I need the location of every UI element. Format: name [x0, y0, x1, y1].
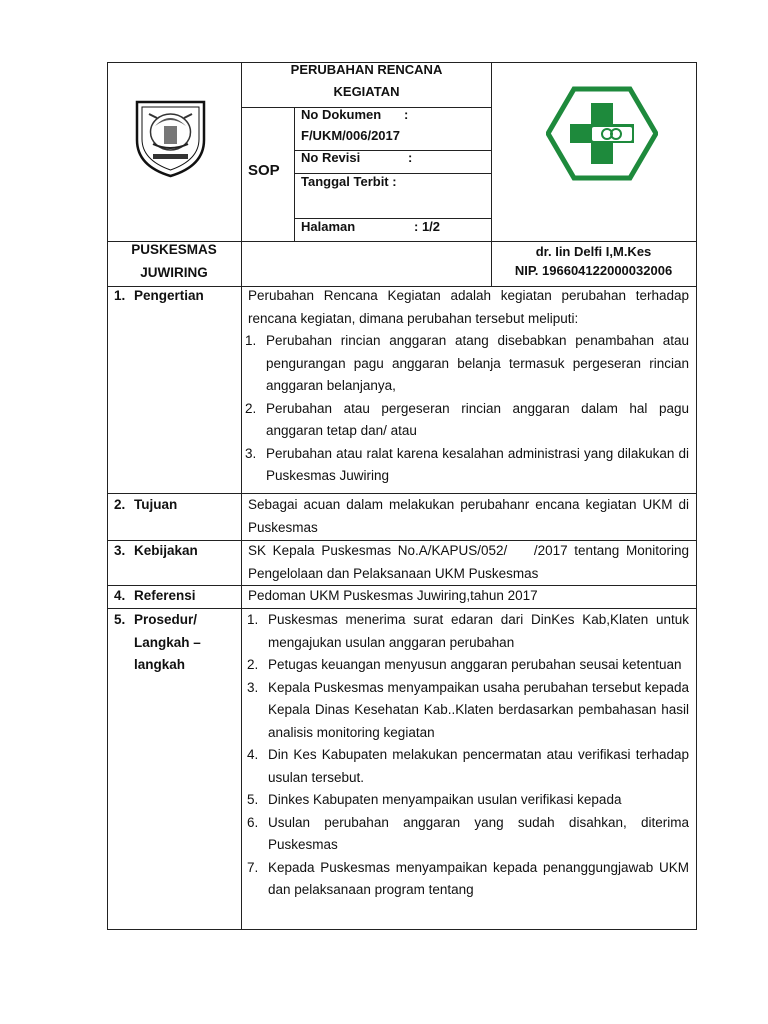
- section-number: 4.: [114, 588, 126, 603]
- section-tujuan-label: [114, 494, 238, 517]
- list-item: 7. Kepada Puskesmas menyampaikan kepada penanggungjawab UKM dan pelaksanaan program tentang: [247, 859, 689, 897]
- signer-name: dr. Iin Delfi I,M.Kes: [535, 244, 652, 259]
- section-title: Referensi: [134, 588, 196, 603]
- table-border: [107, 62, 108, 930]
- puskesmas-cross-icon: [546, 86, 658, 181]
- list-item: 1. Puskesmas menerima surat edaran dari DinKes Kab,Klaten untuk mengajukan usulan anggaran perubahan: [247, 612, 689, 650]
- section-referensi-content: Pedoman UKM Puskesmas Juwiring,tahun 2017: [248, 588, 538, 603]
- section-title-line3: langkah: [134, 657, 186, 672]
- no-dokumen-colon: :: [404, 107, 409, 122]
- organization-name-line2: JUWIRING: [140, 265, 208, 280]
- no-revisi-colon: :: [408, 150, 413, 165]
- section-prosedur-content: [247, 609, 689, 927]
- list-item: 1. Perubahan rincian anggaran atang disebabkan penambahan atau pengurangan pagu anggaran belanja termasuk pergeseran rincian anggaran belanjanya,: [245, 333, 689, 393]
- list-item: 3. Kepala Puskesmas menyampaikan usaha perubahan tersebut kepada Kepala Dinas Kesehatan Kab..Klaten berdasarkan pembahasan hasil analisis monitoring kegiatan: [247, 679, 689, 740]
- organization-name-line1: PUSKESMAS: [131, 242, 217, 257]
- section-tujuan-content: Sebagai acuan dalam melakukan perubahanr encana kegiatan UKM di Puskesmas: [248, 497, 689, 535]
- section-title-line1: Prosedur/: [134, 612, 198, 627]
- halaman-label: Halaman: [301, 219, 356, 234]
- list-item: 5. Dinkes Kabupaten menyampaikan usulan verifikasi kepada: [247, 792, 622, 807]
- regency-crest-logo: [133, 96, 208, 178]
- table-border: [696, 62, 697, 930]
- section-number: 2.: [114, 497, 126, 512]
- section-kebijakan-label: [114, 540, 238, 563]
- section-number: 3.: [114, 543, 126, 558]
- section-number: 5.: [114, 612, 126, 627]
- halaman-value: : 1/2: [414, 219, 441, 234]
- section-title-line2: Langkah –: [134, 634, 201, 650]
- table-border: [241, 62, 242, 930]
- signer-nip: NIP. 196604122000032006: [514, 263, 673, 278]
- puskesmas-logo: [546, 86, 658, 181]
- list-item: 4. Din Kes Kabupaten melakukan pencermatan atau verifikasi terhadap usulan tersebut.: [247, 747, 689, 785]
- no-revisi-label: No Revisi: [301, 150, 361, 165]
- document-title-line2: KEGIATAN: [333, 84, 400, 99]
- table-border: [294, 107, 295, 242]
- list-item: 2. Perubahan atau pergeseran rincian anggaran dalam hal pagu anggaran tetap dan/ atau: [245, 400, 689, 438]
- no-dokumen-value: F/UKM/006/2017: [301, 128, 400, 143]
- section-pengertian-label: [114, 285, 238, 308]
- list-item: 3. Perubahan atau ralat karena kesalahan administrasi yang dilakukan di Puskesmas Juwiring: [245, 445, 689, 483]
- section-pengertian-content: [245, 285, 689, 488]
- section-title: Tujuan: [134, 497, 178, 512]
- section-kebijakan-content: SK Kepala Puskesmas No.A/KAPUS/052/ /2017 tentang Monitoring Pengelolaan dan Pelaksanaan UKM Puskesmas: [248, 543, 689, 581]
- tanggal-terbit-label: Tanggal Terbit :: [301, 174, 397, 189]
- document-title-line1: PERUBAHAN RENCANA: [290, 62, 443, 77]
- section-referensi-label: [114, 585, 238, 608]
- section-prosedur-label: [114, 609, 238, 677]
- regency-crest-icon: [133, 96, 208, 178]
- list-item: 2. Petugas keuangan menyusun anggaran perubahan seusai ketentuan: [247, 657, 682, 672]
- no-dokumen-label: No Dokumen: [301, 107, 382, 122]
- section-number: 1.: [114, 288, 126, 303]
- table-border: [107, 929, 697, 930]
- list-item: 6. Usulan perubahan anggaran yang sudah disahkan, diterima Puskesmas: [247, 814, 689, 852]
- section-title: Pengertian: [134, 288, 204, 303]
- pengertian-intro: Perubahan Rencana Kegiatan adalah kegiatan perubahan terhadap rencana kegiatan, dimana perubahan tersebut meliputi:: [248, 288, 689, 326]
- sop-label: SOP: [248, 162, 280, 179]
- section-title: Kebijakan: [134, 543, 198, 558]
